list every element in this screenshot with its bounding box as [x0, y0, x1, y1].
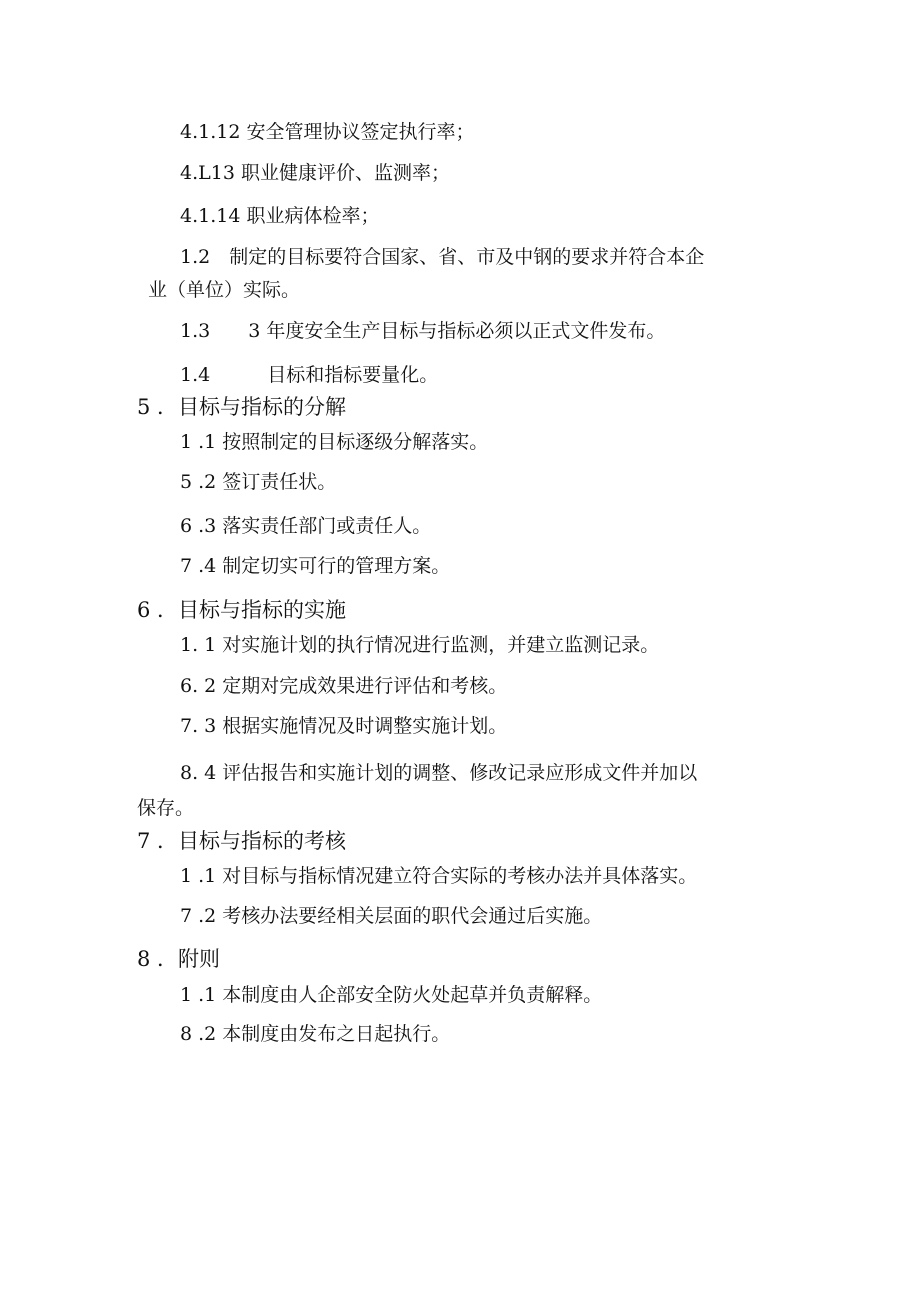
line-7-2: 7 .2 考核办法要经相关层面的职代会通过后实施。	[180, 905, 603, 927]
line-8-2: 8 .2 本制度由发布之日起执行。	[180, 1023, 451, 1045]
line-6-3: 7. 3 根据实施情况及时调整实施计划。	[180, 715, 508, 737]
line-6-2: 6. 2 定期对完成效果进行评估和考核。	[180, 675, 508, 697]
line-5-1: 1 .1 按照制定的目标逐级分解落实。	[180, 431, 489, 453]
line-6-4-cont: 保存。	[137, 797, 195, 819]
line-6-4: 8. 4 评估报告和实施计划的调整、修改记录应形成文件并加以	[180, 762, 698, 784]
line-1-2-cont: 业（单位）实际。	[148, 279, 301, 301]
line-4-1-14: 4.1.14 职业病体检率；	[180, 205, 380, 227]
section-heading-6: 6 ．目标与指标的实施	[137, 598, 347, 622]
line-1-4: 1.4 目标和指标要量化。	[180, 364, 439, 386]
section-heading-5: 5 ．目标与指标的分解	[137, 395, 347, 419]
line-4-1-12: 4.1.12 安全管理协议签定执行率；	[180, 121, 475, 143]
line-6-1: 1. 1 对实施计划的执行情况进行监测，并建立监测记录。	[180, 634, 660, 656]
section-heading-7: 7 ．目标与指标的考核	[137, 829, 347, 853]
line-5-2: 5 .2 签订责任状。	[180, 471, 337, 493]
line-5-4: 7 .4 制定切实可行的管理方案。	[180, 555, 451, 577]
line-4-1-13: 4.L13 职业健康评价、监测率；	[180, 162, 450, 184]
line-5-3: 6 .3 落实责任部门或责任人。	[180, 515, 432, 537]
line-8-1: 1 .1 本制度由人企部安全防火处起草并负责解释。	[180, 984, 603, 1006]
line-1-3: 1.3 3 年度安全生产目标与指标必须以正式文件发布。	[180, 320, 666, 342]
section-heading-8: 8 ．附则	[137, 947, 221, 971]
line-1-2: 1.2 制定的目标要符合国家、省、市及中钢的要求并符合本企	[180, 246, 705, 268]
line-7-1: 1 .1 对目标与指标情况建立符合实际的考核办法并具体落实。	[180, 865, 698, 887]
